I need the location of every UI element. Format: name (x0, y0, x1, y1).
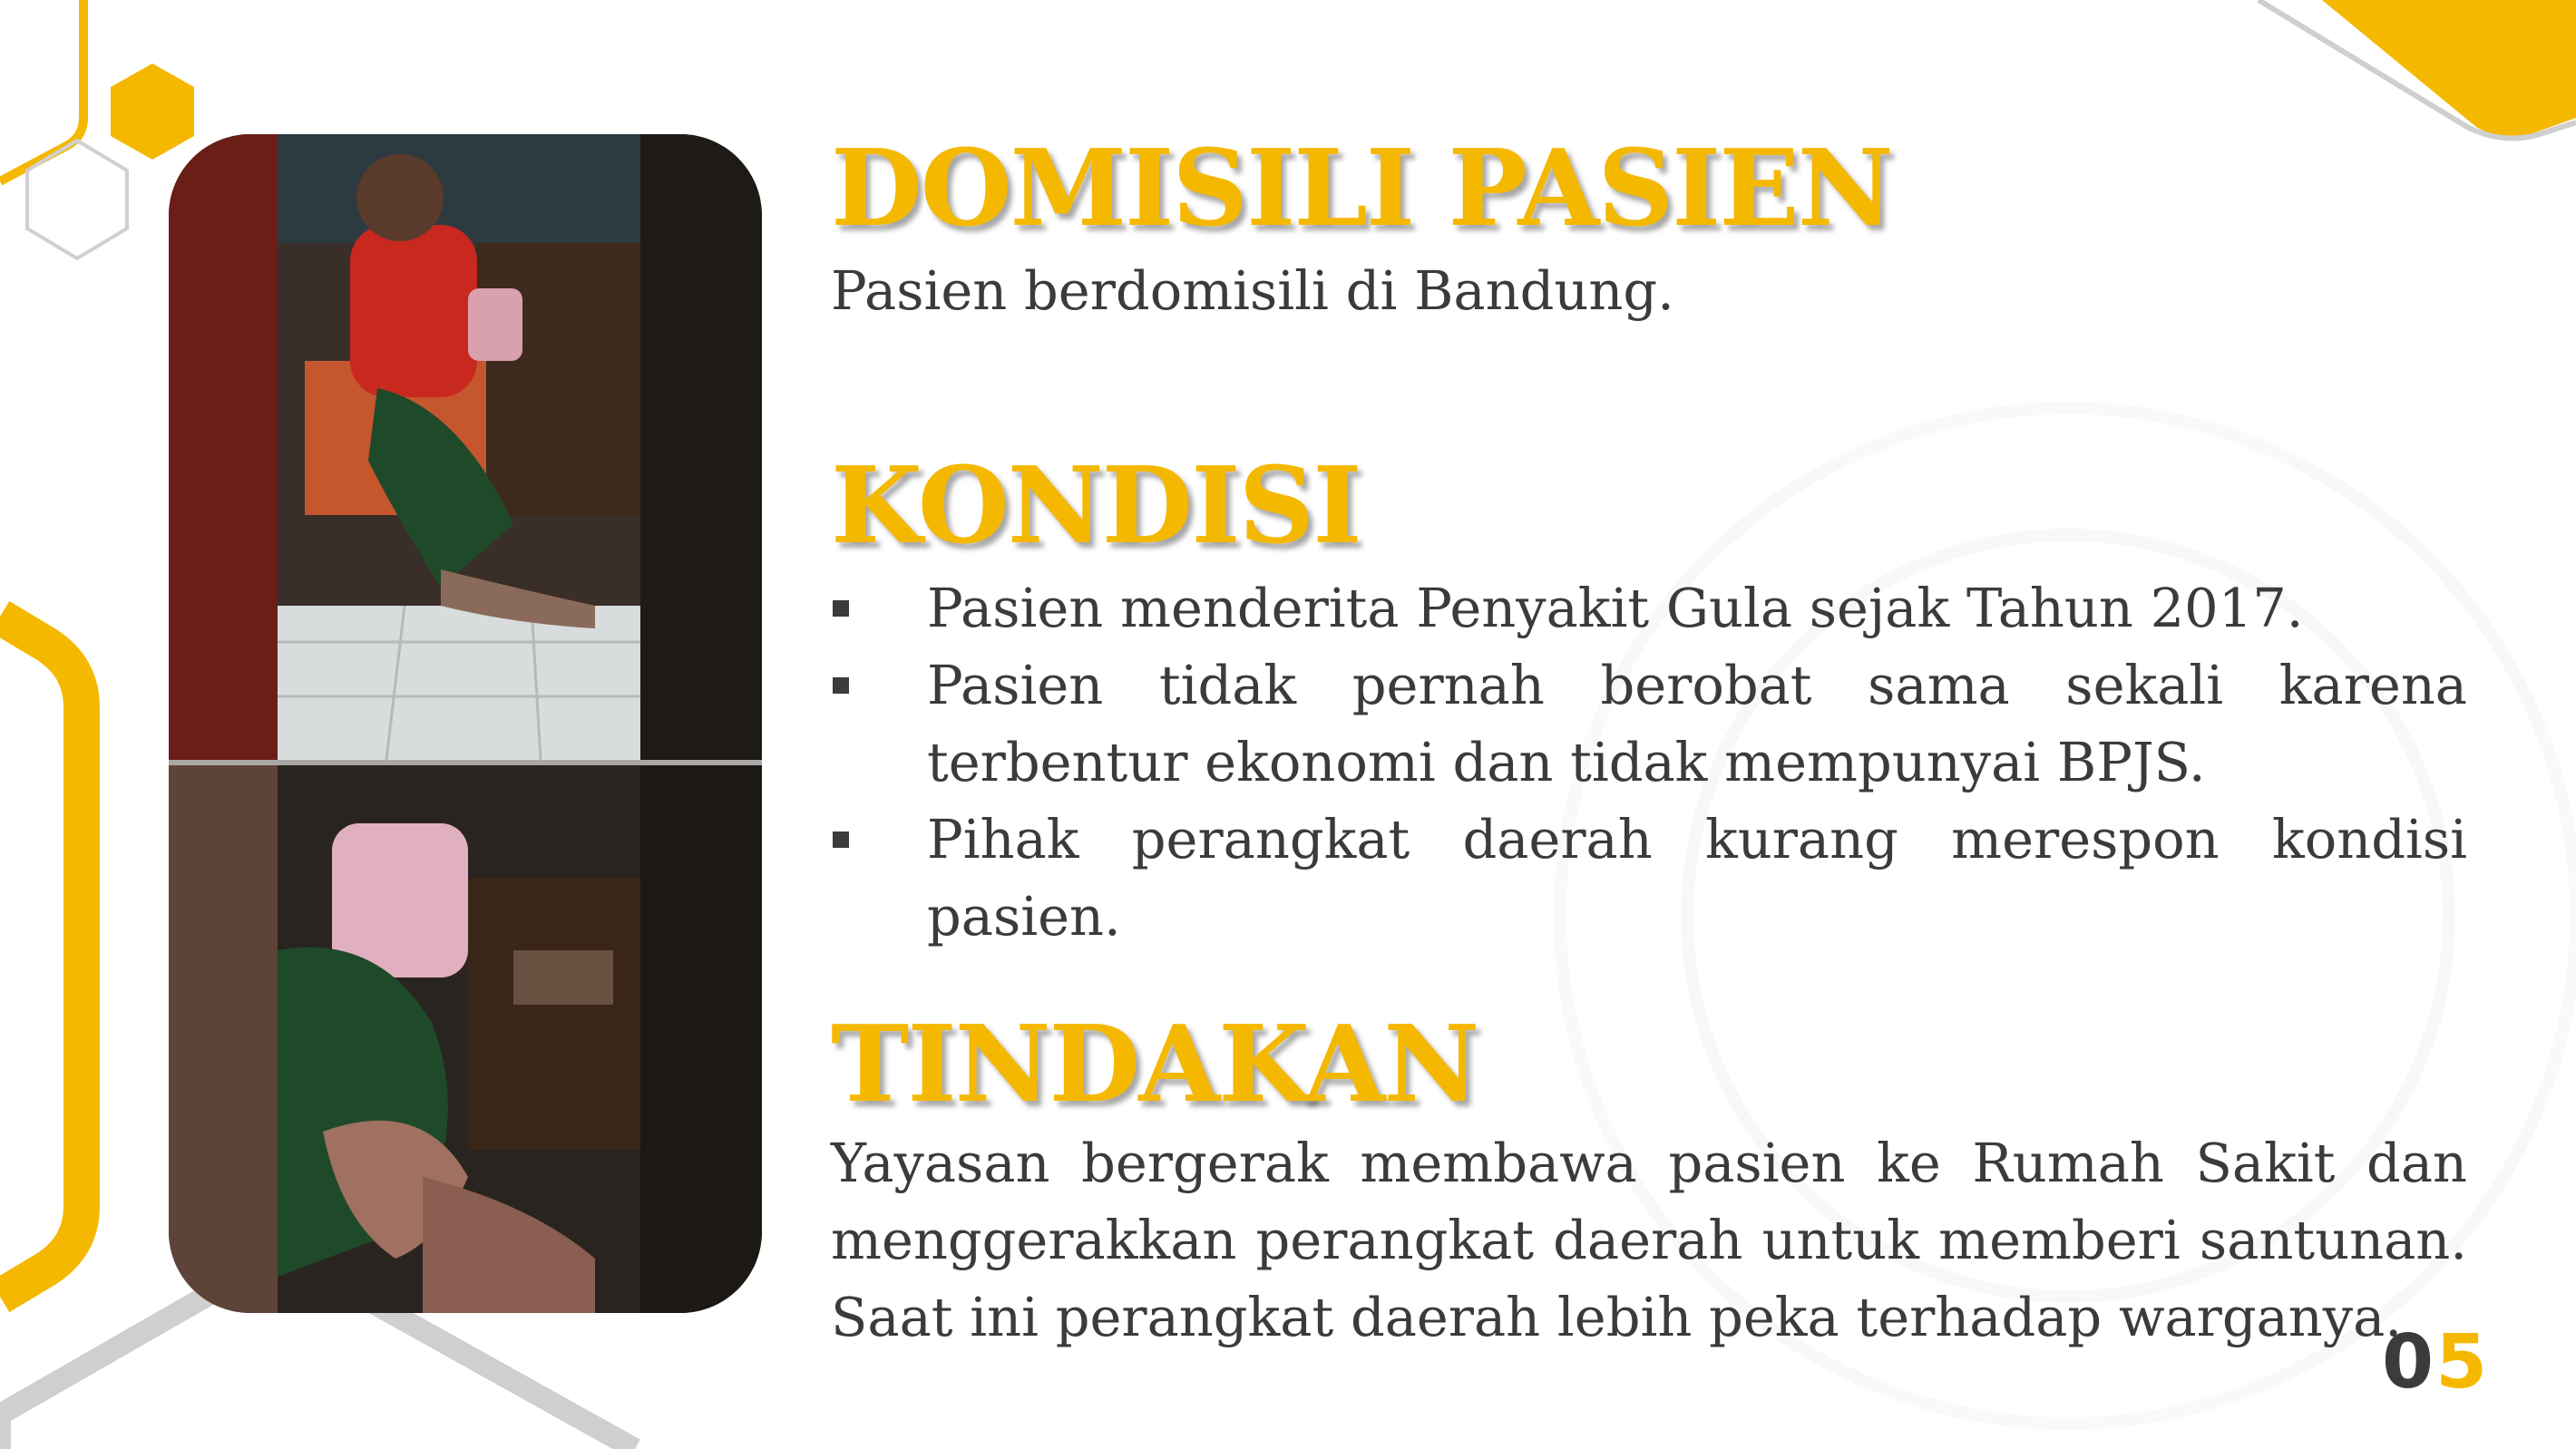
kondisi-list (831, 569, 2467, 955)
bullet-square-icon (833, 600, 849, 617)
heading-tindakan: TINDAKAN (831, 1003, 1478, 1126)
photo-bottom (169, 765, 762, 1313)
heading-domisili: DOMISILI PASIEN (831, 127, 1892, 250)
list-item-text: Pasien menderita Penyakit Gula sejak Tahun 2017. (927, 577, 2304, 639)
bullet-square-icon (833, 831, 849, 848)
list-item-text: Pihak perangkat daerah kurang merespon kondisi pasien. (927, 808, 2467, 948)
list-item (831, 801, 2467, 955)
list-item-text: Pasien tidak pernah berobat sama sekali karena terbentur ekonomi dan tidak mempunyai BPJS. (927, 654, 2467, 793)
patient-photos (169, 134, 762, 1313)
list-item (831, 569, 2467, 647)
page-number-digit-2: 5 (2435, 1319, 2490, 1405)
yellow-hexagon (111, 63, 194, 160)
top-left-yellow-line (0, 0, 83, 181)
domisili-text: Pasien berdomisili di Bandung. (831, 259, 1674, 322)
left-yellow-band (0, 617, 82, 1297)
heading-kondisi: KONDISI (831, 444, 1361, 568)
photo-top (169, 134, 762, 760)
tindakan-text: Yayasan bergerak membawa pasien ke Rumah Sakit dan menggerakkan perangkat daerah untuk memberi santunan. Saat ini perangkat daerah lebih peka terhadap warganya. (831, 1132, 2467, 1348)
list-item (831, 647, 2467, 801)
page-number-digit-1: 0 (2382, 1319, 2436, 1405)
page-number (2382, 1319, 2490, 1405)
patient-photo-panel (169, 134, 762, 1313)
bullet-square-icon (833, 677, 849, 694)
